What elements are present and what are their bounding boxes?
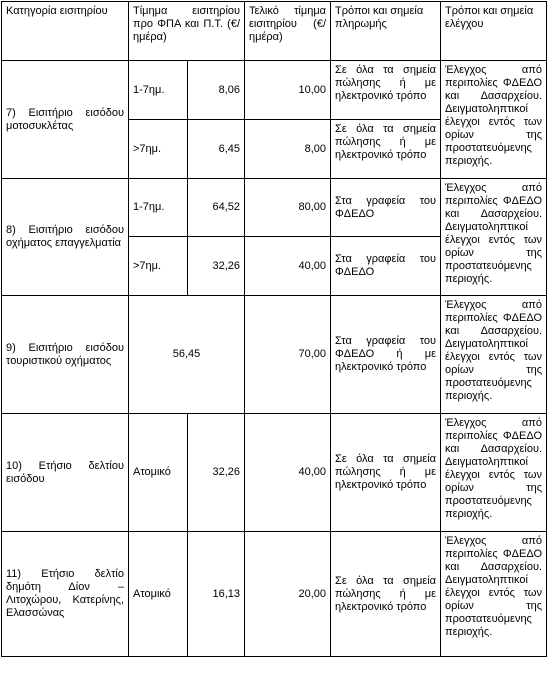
- header-price-pre-vat: Τίμημα εισιτηρίου προ ΦΠΑ και Π.Τ. (€/ημέρα): [129, 2, 245, 61]
- payment-cell: Στα γραφεία του ΦΔΕΔΟ ή με ηλεκτρονικό τρόπο: [331, 296, 441, 414]
- final-price-cell: 10,00: [245, 61, 331, 120]
- price-cell: 32,26: [188, 237, 245, 296]
- final-price-cell: 80,00: [245, 179, 331, 237]
- header-category: Κατηγορία εισιτηρίου: [2, 2, 129, 61]
- table-row: [2, 414, 547, 532]
- price-cell: 8,06: [188, 61, 245, 120]
- control-cell: Έλεγχος από περιπολίες ΦΔΕΔΟ και Δασαρχείου. Δειγματοληπτικοί έλεγχοι εντός των ορίων της προστατευόμενης περιοχής.: [441, 414, 547, 532]
- type-cell: Ατομικό: [129, 532, 188, 657]
- price-cell: 16,13: [188, 532, 245, 657]
- final-price-cell: 40,00: [245, 237, 331, 296]
- control-cell: Έλεγχος από περιπολίες ΦΔΕΔΟ και Δασαρχείου. Δειγματοληπτικοί έλεγχοι εντός των ορίων της προστατευόμενης περιοχής.: [441, 61, 547, 179]
- price-cell: 32,26: [188, 414, 245, 532]
- payment-cell: Στα γραφεία του ΦΔΕΔΟ: [331, 179, 441, 237]
- category-cell: 11) Ετήσιο δελτίο δημότη Δίον – Λιτοχώρου, Κατερίνης, Ελασσώνας: [2, 532, 129, 657]
- payment-cell: Σε όλα τα σημεία πώλησης ή με ηλεκτρονικό τρόπο: [331, 61, 441, 120]
- price-cell: 56,45: [129, 296, 245, 414]
- final-price-cell: 20,00: [245, 532, 331, 657]
- category-cell: 10) Ετήσιο δελτίου εισόδου: [2, 414, 129, 532]
- payment-cell: Σε όλα τα σημεία πώλησης ή με ηλεκτρονικό τρόπο: [331, 120, 441, 179]
- control-cell: Έλεγχος από περιπολίες ΦΔΕΔΟ και Δασαρχείου. Δειγματοληπτικοί έλεγχοι εντός των ορίων της προστατευόμενης περιοχής.: [441, 296, 547, 414]
- table-row: [2, 61, 547, 120]
- final-price-cell: 70,00: [245, 296, 331, 414]
- period-cell: >7ημ.: [129, 120, 188, 179]
- header-payment: Τρόποι και σημεία πληρωμής: [331, 2, 441, 61]
- fee-table: [1, 1, 547, 657]
- period-cell: >7ημ.: [129, 237, 188, 296]
- type-cell: Ατομικό: [129, 414, 188, 532]
- category-cell: 8) Εισιτήριο εισόδου οχήματος επαγγελματία: [2, 179, 129, 296]
- final-price-cell: 40,00: [245, 414, 331, 532]
- header-final-price: Τελικό τίμημα εισιτηρίου (€/ημέρα): [245, 2, 331, 61]
- payment-cell: Σε όλα τα σημεία πώλησης ή με ηλεκτρονικό τρόπο: [331, 414, 441, 532]
- table-row: [2, 179, 547, 237]
- header-row: [2, 2, 547, 61]
- control-cell: Έλεγχος από περιπολίες ΦΔΕΔΟ και Δασαρχείου. Δειγματοληπτικοί έλεγχοι εντός των ορίων της προστατευόμενης περιοχής.: [441, 179, 547, 296]
- period-cell: 1-7ημ.: [129, 179, 188, 237]
- payment-cell: Σε όλα τα σημεία πώλησης ή με ηλεκτρονικό τρόπο: [331, 532, 441, 657]
- table-row: [2, 296, 547, 414]
- period-cell: 1-7ημ.: [129, 61, 188, 120]
- category-cell: 7) Εισιτήριο εισόδου μοτοσυκλέτας: [2, 61, 129, 179]
- control-cell: Έλεγχος από περιπολίες ΦΔΕΔΟ και Δασαρχείου. Δειγματοληπτικοί έλεγχοι εντός των ορίων της προστατευόμενης περιοχής.: [441, 532, 547, 657]
- payment-cell: Στα γραφεία του ΦΔΕΔΟ: [331, 237, 441, 296]
- final-price-cell: 8,00: [245, 120, 331, 179]
- category-cell: 9) Εισιτήριο εισόδου τουριστικού οχήματος: [2, 296, 129, 414]
- price-cell: 64,52: [188, 179, 245, 237]
- price-cell: 6,45: [188, 120, 245, 179]
- header-control: Τρόποι και σημεία ελέγχου: [441, 2, 547, 61]
- table-row: [2, 532, 547, 657]
